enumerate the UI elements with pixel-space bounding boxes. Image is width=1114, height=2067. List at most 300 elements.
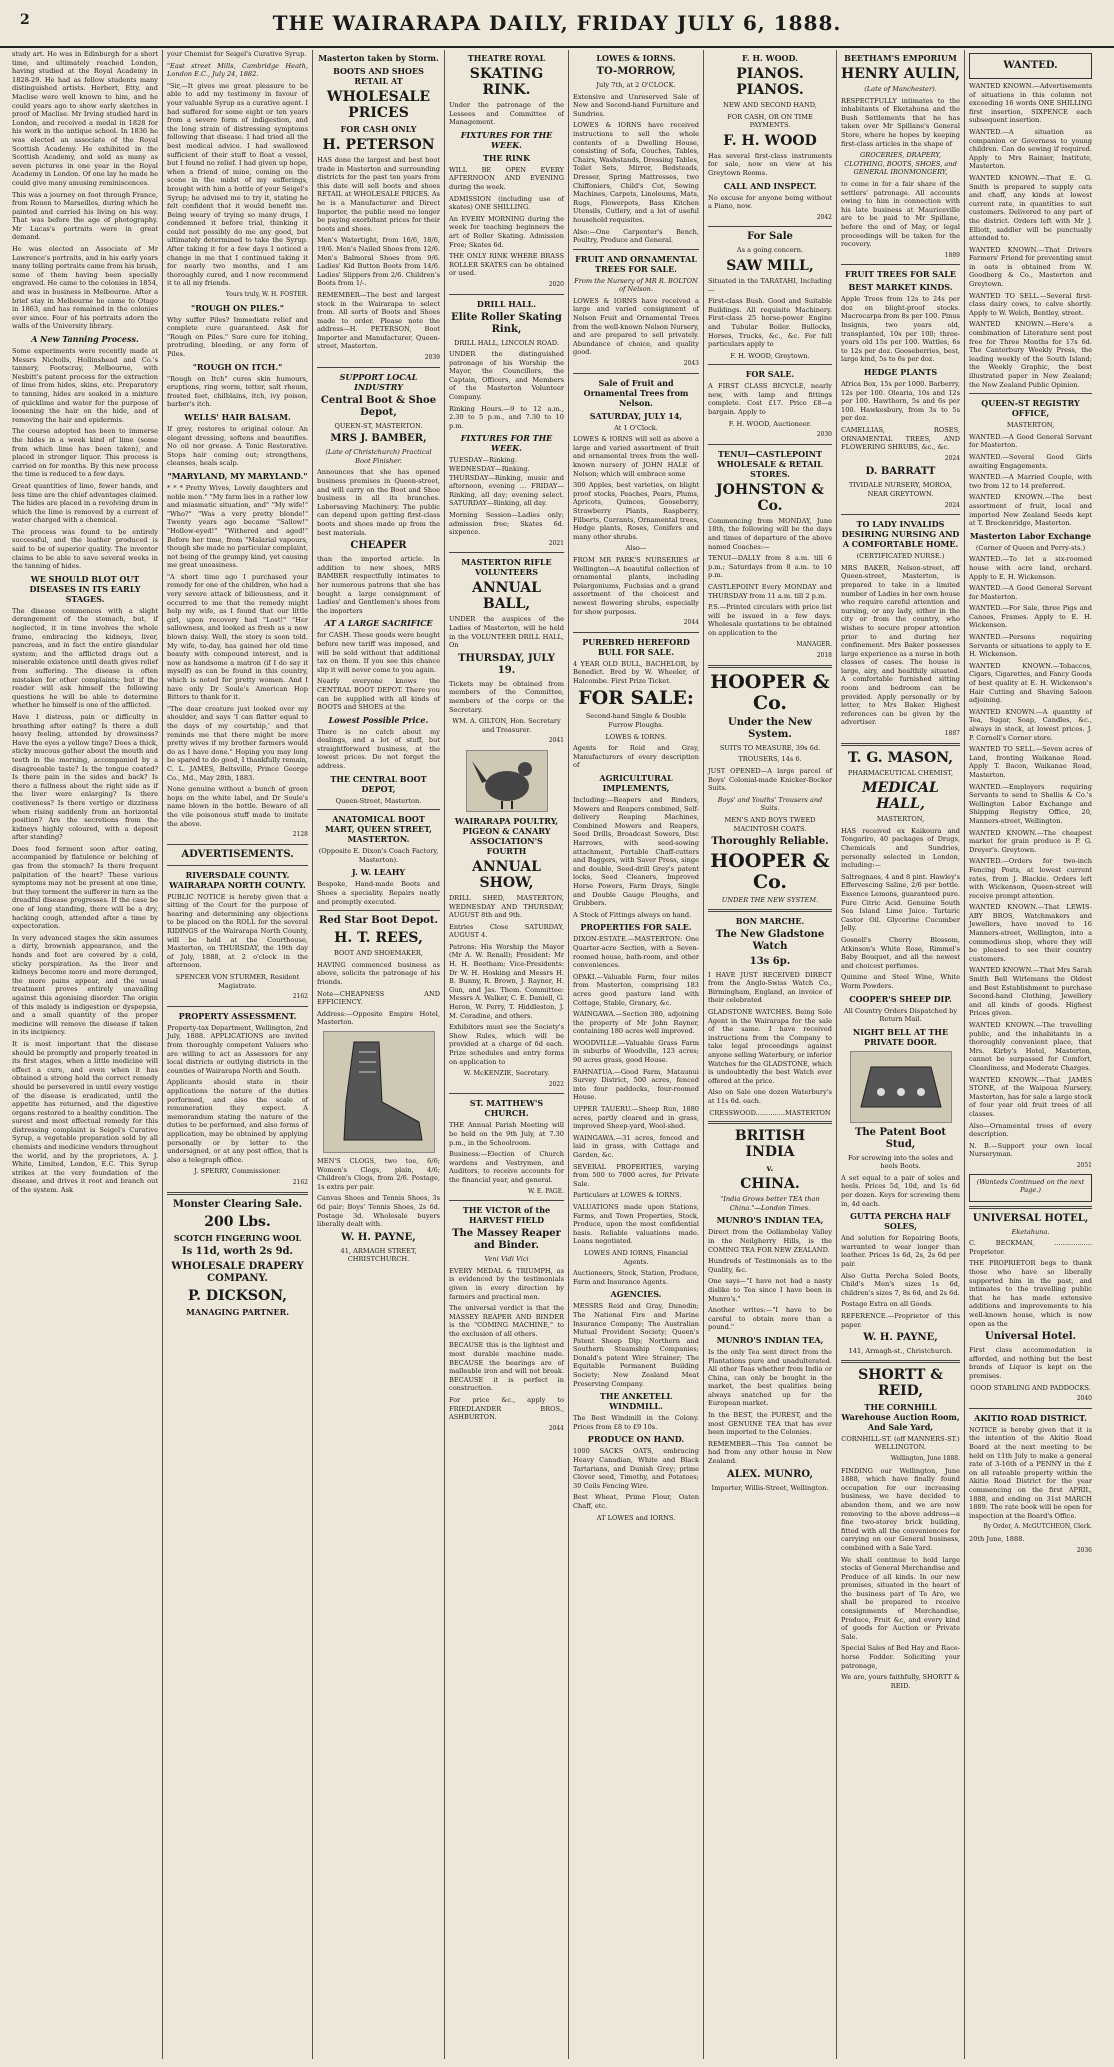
ad-text: Address:—Opposite Empire Hotel, Masterton.	[317, 1009, 440, 1027]
divider	[317, 809, 440, 810]
classified-ad: WANTED.—Orders for two-inch Fencing Posts, at lowest current rates, from J. Blackie. Orders left with Wickenson, Queen-street will receive prompt attention.	[969, 857, 1092, 900]
ad-text: OPAKI.—Valuable Farm, four miles from Masterton, comprising 183 acres good pasture land with Cottage, Stable, Granary, &c.	[573, 972, 699, 1007]
ad-text: WILL BE OPEN EVERY AFTERNOON AND EVENING during the week.	[449, 165, 564, 191]
ad-text: First-class Bush. Good and Suitable Buildings. All requisite Machinery. First-class 25 horse-power Engine and Tubular Boiler. Bullocks, Horses, Trucks, &c., &c. For full particulars apply to	[708, 297, 832, 349]
ad-subheading: Importer, Willis-Street, Wellington.	[711, 1483, 829, 1492]
ad-text: Canvas Shoes and Tennis Shoes, 3s 6d pair; Boys' Tennis Shoes, 2s 6d. Postage 3d. Wholesale buyers liberally dealt with.	[317, 1194, 440, 1229]
ad-reference: 1887	[944, 730, 960, 738]
ad-heading: MEDICAL HALL,	[862, 780, 939, 813]
ad-text: TUESDAY—Rinking. WEDNESDAY—Rinking. THURSDAY—Rinking, music and afternoon, evening ... FRIDAY—Rinking, all day; evening select. SATURDAY—Rinking, all day.	[449, 456, 564, 508]
ad-text: There is no catch about my dealings, and a lot of stuff, but straightforward business, at the lowest prices. Do not forget the address.	[317, 727, 440, 771]
ad-heading: BON MARCHE.	[735, 915, 805, 926]
ad-heading: LOWES & IORNS.	[596, 53, 676, 63]
ad-heading: CALL AND INSPECT.	[723, 180, 817, 191]
boot-illustration	[323, 1031, 435, 1153]
ad-heading: CHEAPER	[350, 540, 407, 552]
ad-text: WAINGAWA.—Section 380, adjoining the property of Mr John Rayner, containing 180 acres well improved.	[573, 1010, 699, 1036]
divider	[708, 444, 832, 445]
article-text: If grey, restores to original colour. An elegant dressing, softens and beautifies. No oil nor grease. A Tonic Restorative. Stops hair coming out; strengthens, cleanses, heals scalp.	[167, 424, 308, 468]
divider	[573, 373, 699, 374]
divider	[969, 1408, 1092, 1409]
article-text: "Sir,—It gives me great pleasure to be able to add my testimony in favour of your valuable Syrup as a curative agent. I had suffered for some eight or ten years from a severe form of indigestion, and the long strain of distressing symptoms following that disease. I had tried all the best medical advice. I had swallowed sufficient of their stuff to float a vessel, but I found no relief. I had given up hope, when a friend of mine, coming on the scene in the midst of my sufferings, brought with him a bottle of your Seigel's Syrup; he advised me to try it, stating he felt confident that it would benefit me. Being weary of trying so many drugs, I condemned it before trial, thinking it could not possibly do me any good, but ultimately determined to take the Syrup. After taking it for a few days I noticed a change in me that I continued taking it for nearly two months, and I am thoroughly cured, and I now recommend it to all my friends.	[167, 81, 308, 288]
ad-reference: 2162	[292, 1178, 308, 1186]
ad-text: Apple Trees from 12s to 24s per doz on blight-proof stocks. Macrocarpa from 8s per 100. Pinus Insignis, two years old, transplanted, 10s per 100; three-years old 15s per 100. Wattles, 6s to 12s per doz. Gooseberries, best, large kind, 5s to 6s per doz.	[841, 295, 960, 364]
classified-ad: WANTED.—Persons requiring Servants or situations to apply to E. H. Wickenson.	[969, 633, 1092, 659]
ad-text: Particulars at LOWES & IORNS.	[573, 1191, 682, 1200]
ad-text: than the imported article. In addition to new shoes, MRS BAMBER respectfully intimates to her numerous patrons that she has bought a large consignment of Ladies' and Gentlemen's shoes from the importers	[317, 555, 440, 615]
section-heading: ADVERTISEMENTS.	[181, 848, 294, 860]
divider	[708, 364, 832, 365]
ad-heading: PROPERTIES FOR SALE.	[580, 922, 692, 933]
divider	[841, 264, 960, 265]
ad-text: HAVING commenced business as above, solicits the patronage of his friends.	[317, 960, 440, 986]
article-text: study art. He was in Edinburgh for a short time, and ultimately reached London, having studied at the Royal Academy in 1828-29. He had as fellow students many distinguished artists. Herbert, Etty, and Maclise were well known to him, and he could years ago to show early sketches in proof of Maclise. Mr Irving studied hard in London, and received a medal in 1828 for his work in the antique school. In 1836 he was elected an associate of the Royal Scottish Academy. He exhibited in the Scottish Academy, and sold as many as seven pictures in one year in the Royal Academy in London. Of one lay he made he could give many amusing reminiscences.	[12, 50, 158, 187]
ad-heading: PUREBRED HEREFORD BULL FOR SALE.	[582, 636, 690, 657]
wanted-box	[969, 53, 1092, 79]
ad-heading: TO-MORROW,	[596, 66, 676, 77]
ad-text: MEN'S AND BOYS TWEED MACINTOSH COATS.	[724, 815, 816, 833]
ad-text: Is the only Tea sent direct from the Plantations pure and unadulterated. All other Teas whether from India or China, can only be bought in the market, the best qualities being always snatched up for the European market.	[708, 1347, 832, 1408]
ad-heading: D. BARRATT	[865, 466, 936, 478]
classified-ad: WANTED KNOWN.—That E. G. Smith is prepared to supply cats and chaff, any kinds at lowest current rate, in quantities to suit customers. Delivered to any part of the district. Orders left with Mr J. Elliott, saddler will be punctually attended to.	[969, 173, 1092, 243]
ad-reference: 2022	[548, 1080, 564, 1088]
ad-text: Quinine and Steel Wine, White Worm Powders.	[841, 973, 960, 990]
ad-heading: AT A LARGE SACRIFICE	[324, 618, 433, 629]
ad-heading: Sale of Fruit and Ornamental Trees from Nelson.	[583, 377, 689, 408]
ad-heading: HOOPER & Co.	[710, 670, 830, 714]
ad-heading: SCOTCH FINGERING WOOL	[173, 1232, 302, 1243]
ad-heading: FIXTURES FOR THE WEEK.	[460, 129, 553, 150]
signature: AT LOWES and IORNS.	[596, 1513, 676, 1522]
ad-heading: Central Boot & Shoe Depot,	[320, 394, 437, 418]
article-text: None genuine without a bunch of green hops on the white label, and Dr Soule's name blown in the bottle. Beware of all the vile poisonous stuff made to imitate the above.	[167, 785, 308, 828]
divider	[449, 1093, 564, 1094]
ad-text: Under the patronage of the Lessees and Committee of Management.	[449, 101, 564, 127]
ad-text: TENUI—DALLY from 8 a.m. till 6 p.m.; Saturdays from 8 a.m. to 10 p.m.	[708, 554, 832, 580]
ad-text: RESPECTFULLY intimates to the inhabitants of Eketahuna and the Bush Settlements that he has taken over Mr Spillane's General Store, where he hopes by keeping first-class articles in the shape of	[841, 96, 960, 148]
ad-subheading: PHARMACEUTICAL CHEMIST,	[847, 768, 954, 777]
ad-heading: MRS J. BAMBER,	[330, 433, 427, 445]
ad-text: We shall continue to hold large stocks of General Merchandise and Produce of all kinds. In our new premises, situated in the heart of the business part of Te Aro, we shall be prepared to receive consignments of Merchandise, Produce, Fruit &c, and every kind of goods for Auction or Private Sale.	[841, 1555, 960, 1641]
ad-heading: GUTTA PERCHA HALF SOLES,	[850, 1211, 951, 1232]
ad-text: LOWES & IORNS have received a large and varied consignment of Nelson Fruit and Ornamental Trees from the well-known Nelson Nursery, and are prepared to sell privately. Abundance of choice, and quality good.	[573, 296, 699, 357]
ad-text: 4 YEAR OLD BULL, BACHELOR, by Benedict. Bred by W. Wheeler, of Halcombe. First Prize Ticket.	[573, 659, 699, 685]
ad-text: GLADSTONE WATCHES. Being Sole Agent in the Wairarapa for the sale of the same. I have received instructions from the Company to take legal proceedings against anyone selling Waterbury, or inferior Watches for the GLADSTONE, which is undoubtedly the best Watch ever offered at the price.	[708, 1008, 832, 1085]
divider	[449, 294, 564, 295]
classified-ad: WANTED.—For Sale, three Pigs and Canoes, Frames. Apply to E. H. Wickenson.	[969, 604, 1092, 630]
ad-reference: 2039	[424, 354, 440, 362]
ad-text: FOR CASH, OR ON TIME PAYMENTS.	[727, 112, 813, 130]
ad-text: Special Sales of Bed Hay and Race-horse Fodder. Soliciting your patronage,	[841, 1644, 960, 1670]
ad-subheading: UNDER THE NEW SYSTEM.	[721, 896, 819, 905]
ad-text: Tickets may be obtained from members of the Committee, members of the corps or the Secretary.	[449, 679, 564, 714]
ad-text: 20th June, 1888.	[969, 1534, 1025, 1543]
ad-heading: THURSDAY, JULY 19.	[458, 652, 555, 676]
column-4	[445, 50, 569, 2059]
classified-ad: WANTED KNOWN.—Tobaccos, Cigars, Cigarettes, and Fancy Goods of best quality at E. H. Wickenson's Hair Cutting and Shaving Saloon adjoining.	[969, 661, 1092, 705]
column-5	[569, 50, 704, 2059]
ad-heading: 200 Lbs.	[204, 1213, 271, 1230]
ad-heading: AKITIO ROAD DISTRICT.	[974, 1412, 1087, 1423]
classified-ad: WANTED KNOWN.—That Drivers Farmers' Friend for preventing smut in oats is obtained from W. Goodberg & Co., Masterton and Greytown.	[969, 245, 1092, 289]
classified-ad: WANTED.—Employers requiring Servants to send to Shellis & Co.'s Wellington Labor Exchange and Shipping Registry Office, 20, Manners-street, Wellington.	[969, 782, 1092, 825]
divider	[449, 1200, 564, 1201]
divider	[708, 909, 832, 912]
classified-ad: WANTED KNOWN.—That JAMES STONE, of the Waipoua Nursery, Masterton, has for sale a large stock of four year old fruit trees of all classes.	[969, 1075, 1092, 1118]
column-3	[313, 50, 445, 2059]
ad-subheading: FOR CASH ONLY	[340, 124, 417, 134]
ad-text: Best Wheat, Prime Flour, Oaten Chaff, etc.	[573, 1493, 699, 1510]
column-1	[8, 50, 163, 2059]
article-text: "The dear creature just looked over my shoulder, and says 'I can flatter equal to the days of my courtship,' and that reminds me that there might be more pretty wives if my brother farmers would do as I have done." Hoping you may long be spared to do good, I thankfully remain, C. L. JAMES, Beltsville, Prince George Co., Md., May 28th, 1883.	[167, 704, 308, 782]
ad-text: LOWES & IORNS have received instructions to sell the whole contents of a Dwelling House, consisting of Sofa, Couches, Tables, Chairs, Washstands, Dressing Tables, Toilet Sets, Mirror, Bedsteads, Dresser, Spring Mattresses, two Chiffoniers, Child's Cot, Sewing Machines, Carpets, Linoleums, Mats, Rugs, Flowerpots, Bass Kitchen Utensils, Cutlery, and a lot of useful household requisites.	[573, 121, 699, 224]
ad-text: Also:—One Carpenter's Bench, Poultry, Produce and General.	[573, 227, 699, 245]
ad-text: ADMISSION (including use of skates) ONE SHILLING.	[449, 194, 564, 212]
ad-heading: ANNUAL SHOW,	[472, 858, 541, 891]
divider	[573, 249, 699, 250]
ad-reference: 2024	[944, 501, 960, 509]
ad-subheading: (Opposite E. Dixon's Coach Factory, Masterton).	[318, 847, 439, 864]
ad-text: SEVERAL PROPERTIES, varying from 500 to 7000 acres, for Private Sale.	[573, 1162, 699, 1188]
ad-heading: DRILL HALL.	[476, 298, 537, 309]
article-heading: WE SHOULD BLOT OUT DISEASES IN ITS EARLY STAGES.	[29, 573, 141, 604]
ad-heading: FOR SALE:	[578, 687, 694, 710]
classified-ad: WANTED.—A situation as companion or Governess to young children. Can do sewing if required. Apply to Mrs Rainier, Institute, Masterton.	[969, 127, 1092, 171]
article-heading: "MARYLAND, MY MARYLAND."	[167, 470, 308, 481]
divider	[708, 665, 832, 668]
ad-text: CAMELLIAS, ROSES, ORNAMENTAL TREES, AND FLOWERING SHRUBS, &c., &c.	[841, 426, 960, 452]
ad-reference: 2043	[683, 360, 699, 368]
ad-text: REMEMBER—The best and largest stock in the Wairarapa to select from. All sorts of Boots and Shoes made to order. Please note the address—H. PETERSON, Boot Importer and Manufacturer, Queen-street, Masterton.	[317, 290, 440, 351]
ad-text: Gosnell's Cherry Blossom, Atkinson's White Rose, Rimmel's Baby Bouquet, and all the newest and choicest perfumes.	[841, 935, 960, 970]
ad-text: Boys' and Youths' Trousers and Suits.	[717, 795, 823, 813]
article-text: "East street Mills, Cambridge Heath, London E.C., July 24, 1882.	[167, 61, 308, 79]
ad-text: FINDING our Wellington, June 1888, which have finally found occupation for our increasing business, we have decided to abandon them, and we are now removing to the above address—a fine two-storey brick building, fitted with all the conveniences for carrying on our General business, combined with a Sale Yard.	[841, 1466, 960, 1552]
ad-heading: THE CENTRAL BOOT DEPOT,	[330, 773, 427, 794]
classified-ad: WANTED.—To let a six-roomed house with acre land, orchard. Apply to E. H. Wickenson.	[969, 555, 1092, 581]
ad-subheading: NEW AND SECOND HAND,	[723, 101, 817, 109]
ad-reference: 2162	[292, 993, 308, 1001]
article-text: This was a journey on foot through France, from Rouen to Marseilles, during which he painted and carried his living on his way. That was before the age of photography. Mr Lucas's portraits were in great demand.	[12, 190, 158, 242]
ad-text: In the BEST, the PUREST, and the most GENUINE TEA that has ever been imported to the Colonies.	[708, 1411, 832, 1437]
ad-heading: AGENCIES.	[610, 1289, 662, 1300]
ad-subheading: From the Nursery of MR R. BOLTON of Nelson.	[574, 276, 698, 294]
ad-text: Africa Box, 15s per 1000. Barberry, 12s per 100. Olearia, 10s and 12s per 100. Hawthorn, 5s and 6s per 100. Hawkesbury, from 3s to 5s per doz.	[841, 380, 960, 423]
ad-heading: F. H. WOOD.	[742, 53, 798, 63]
ad-subheading: Eketahuna.	[1011, 1227, 1050, 1236]
signature: CRESSWOOD..............MASTERTON	[709, 1108, 831, 1117]
ad-heading: SAW MILL,	[726, 257, 814, 274]
ad-heading: Masterton taken by Storm.	[318, 53, 439, 63]
classified-ad: Also—Ornamental trees of every description.	[969, 1121, 1092, 1139]
ad-subheading: MASTERTON,	[876, 815, 925, 824]
divider	[573, 632, 699, 633]
ad-text: And solution for Repairing Boots, warranted to wear longer than leather. Prices 1s 6d, 2s, 2s 6d per pair.	[841, 1234, 960, 1269]
ad-text: Morning Session—Ladies only; admission free; Skates 6d. sixpence.	[449, 511, 564, 537]
ad-heading: HENRY AULIN,	[841, 66, 961, 82]
signature: SPENCER VON STURMER, Resident Magistrate.	[175, 973, 300, 990]
ad-heading: MUNRO'S INDIAN TEA,	[716, 1334, 824, 1345]
ad-text: for CASH. These goods were bought before new tariff was imposed, and will be sold without that additional tax on them. If you see this chance slip it will never come to you again.	[317, 631, 440, 674]
ad-heading: CHINA.	[740, 1176, 800, 1193]
ad-text: PUBLIC NOTICE is hereby given that a sitting of the Court for the purpose of hearing and determining any objections to be placed on the ROLL for the several RIDINGS of the Wairarapa North County, will be held at the Courthouse, Masterton, on THURSDAY, the 19th day of July, 1888, at 2 o'clock in the afternoon.	[167, 892, 308, 970]
column-7	[837, 50, 965, 2059]
ad-heading: The Patent Boot Stud,	[854, 1126, 947, 1150]
ad-heading: MASTERTON RIFLE VOLUNTEERS	[461, 557, 552, 578]
ad-heading: ST. MATTHEW'S CHURCH.	[469, 1098, 544, 1119]
ad-text: Including:—Reapers and Binders, Mowers and Reapers combined, Self-delivery Reaping Machines, Combined Mowers and Reapers, Seed Drills, Broadcast Sowers, Disc Harrows, with seed-sowing attachment, Portable Chaff-cutters and Baggers, with Saver Press, singe and double, Seed-drill Grey's patent locks, Seed Cleaners, Improved Horse Powers, Farm Drays, Single and Double Gauge Ploughs, and Grubbers.	[573, 796, 699, 908]
columns	[8, 50, 1106, 2059]
ad-text: The Best Windmill in the Colony. Prices from £8 to £9 10s.	[573, 1414, 699, 1431]
article-text: Have I distress, pain or difficulty in breathing after eating? Is there a dull heavy feeling, attended by drowsiness? Have the eyes a yellow tinge? Does a thick, sticky mucous gather about the mouth and teeth in the morning, accompanied by a disagreeable taste? Is the tongue coated? Is there pain in the sides and back? Is there a fullness about the right side as if the liver were enlarging? Is there costiveness? Is there vertigo or dizziness when rising suddenly from an horizontal position? Are the secretions from the kidneys highly coloured, with a deposit after standing?	[12, 712, 158, 842]
signature: J. SPERRY, Commissioner.	[194, 1167, 281, 1176]
ad-text: EVERY MEDAL & TRIUMPH, as is evidenced by the testimonials given in every direction by farmers and practical men.	[449, 1266, 564, 1301]
ad-heading: THEATRE ROYAL	[467, 53, 546, 63]
ad-heading: Lowest Possible Price.	[328, 714, 429, 725]
ad-text: P.S.—Printed circulars with price list will be issued in a few days. Wholesale quotations to be obtained on application to the	[708, 603, 832, 637]
ad-subheading: DRILL HALL, LINCOLN ROAD.	[454, 338, 559, 347]
article-text: It is most important that the disease should be promptly and properly treated in its first stages, when a little medicine will effect a cure, and even when it has obtained a strong hold the correct remedy should be persevered in until every vestige of the disease is eradicated, until the appetite has returned, and the digestive organs restored to a healthy condition. The surest and most effectual remedy for this distressing complaint is Seigel's Curative Syrup, a vegetable preparation sold by all chemists and medicine vendors throughout the world, and by the proprietors, A. J. White, Limited, London, E.C. This Syrup strikes at the very foundation of the disease, and drives it root and branch out of the system. Ask	[12, 1039, 158, 1195]
ad-text: Auctioneers, Stock, Station, Produce, Farm and Insurance Agents.	[573, 1269, 699, 1286]
ad-heading: P. DICKSON,	[187, 1287, 288, 1304]
classified-ad: WANTED TO SELL.—Several first-class dairy cows, to calve shortly. Apply to W. Welch, Bentley, street.	[969, 291, 1092, 317]
divider	[708, 1121, 832, 1124]
ad-heading: AGRICULTURAL IMPLEMENTS,	[599, 773, 673, 794]
column-2	[163, 50, 313, 2059]
divider	[317, 910, 440, 911]
article-text: your Chemist for Seigel's Curative Syrup.	[167, 50, 307, 58]
ad-heading: QUEEN-ST REGISTRY OFFICE,	[981, 398, 1080, 419]
ad-subheading: (CERTIFICATED NURSE.)	[856, 552, 945, 561]
ad-text: I HAVE JUST RECEIVED DIRECT from the Anglo-Swiss Watch Co., Birmingham, England, an invoice of their celebrated	[708, 970, 832, 1005]
classified-ad: N. B.—Support your own local Nurseryman.	[969, 1141, 1092, 1159]
classified-ad: WANTED KNOWN.—The cheapest market for grain produce is P. G. Dreyer's. Greytown.	[969, 828, 1092, 854]
ad-subheading: Veni Vidi Vici	[484, 1255, 529, 1264]
ad-heading: Under the New System.	[728, 716, 812, 740]
ad-heading: FOR SALE.	[745, 369, 795, 380]
ad-text: Commencing from MONDAY, June 18th, the following will be the days and times of departure of the above named Coaches:—	[708, 516, 832, 551]
signature: W. E. PAGE.	[527, 1187, 564, 1195]
article-text: "A short time ago I purchased your remedy for one of the children, who had a very severe attack of biliousness, and it occurred to me that the remedy might help my wife, as I found that our little girl, upon recovery had "Lost!" "Her sallowness, and looked as fresh as a new blown daisy. Well, the story is soon told. My wife, to-day, has gained her old time beauty with compound interest, and is now as handsome a matron (if I do say it myself) as can be found in this country, which is noted for pretty women. And I have only Dr Soule's American Hop Bitters to thank for it.	[167, 572, 308, 702]
ad-text: WAINGAWA.—31 acres, fenced and laid in grass, with Cottage and Garden, &c.	[573, 1133, 699, 1159]
ad-heading: COOPER'S SHEEP DIP.	[849, 993, 952, 1004]
ad-heading: Thoroughly Reliable.	[711, 836, 829, 848]
ad-text: NOTICE is hereby given that it is the intention of the Akitio Road Board at the next meeting to be held on 11th July to make a general rate of 3-16th of a PENNY in the £ on all rateable property within the Akitio Road District for the year commencing on the first APRIL, 1888, and ending on 31st MARCH 1889. The rate book will be open for inspection at the Board's Office.	[969, 1425, 1092, 1520]
ad-subheading: MANAGING PARTNER.	[185, 1306, 290, 1317]
ad-text: FAHNATUA.—Good Farm, Mataunui Survey District, 500 acres, fenced into four paddocks, four-roomed House.	[573, 1067, 699, 1102]
ad-subheading: (Corner of Queen and Perry-sts.)	[975, 543, 1086, 552]
ad-heading: W. H. PAYNE,	[341, 1231, 416, 1243]
ad-reference: 2036	[1076, 1546, 1092, 1554]
ad-subheading: QUEEN-ST, MASTERTON.	[334, 421, 423, 430]
signature: LOWES AND IORNS, Financial Agents.	[583, 1248, 689, 1266]
ad-text: A FIRST CLASS BICYCLE, nearly new, with lamp and fittings complete. Cost £17. Price £8—a bargain. Apply to	[708, 382, 832, 417]
article-text: "Rough on Itch" cures skin humours, eruptions, ring worm, tetter, salt rheum, frosted feet, chilblains, itch, ivy poison, barber's itch.	[167, 374, 308, 409]
ad-heading: J. W. LEAHY	[351, 867, 406, 878]
signature: We are, yours faithfully, SHORTT & REID.	[841, 1673, 960, 1690]
article-heading: WELLS' HAIR BALSAM.	[184, 411, 291, 422]
ad-heading: THE RINK	[482, 152, 531, 163]
ad-subheading: July 7th, at 2 O'CLOCK.	[596, 81, 676, 89]
article-heading: "ROUGH ON ITCH."	[192, 361, 283, 372]
ad-text: Note—CHEAPNESS AND EFFICIENCY.	[317, 989, 440, 1007]
ad-heading: Is 11d, worth 2s 9d.	[181, 1245, 294, 1257]
article-heading: "ROUGH ON PILES."	[191, 302, 284, 313]
ad-text: CASTLEPOINT Every MONDAY and THURSDAY from 11 a.m. till 2 p.m.	[708, 583, 832, 600]
ad-text: Men's Watertight, from 16/6, 18/6, 19/6. Men's Nailed Shoes from 12/6. Men's Balmoral Shoes from 9/6. Ladies' Kid Button Boots from 14/6. Ladies' Slippers from 2/6. Children's Boots from 1/-.	[317, 236, 440, 288]
ad-subheading: As a going concern.	[736, 246, 804, 255]
ad-text: Situated in the TARATAHI, Including—	[708, 276, 832, 294]
ad-text: WOODVILLE.—Valuable Grass Farm in suburbs of Woodville, 123 acres; 90 acres grass, good House.	[573, 1038, 699, 1065]
article-text: Does food ferment soon after eating, accompanied by flatulence or belching of gas from the stomach? Is there frequent palpitation of the heart? These various symptoms may not be present at one time, but they torment the sufferer in turn as the dreadful disease progresses. If the case be one of long standing, there will be a dry, hacking cough, attended after a time by expectoration.	[12, 844, 158, 931]
ad-subheading: 141, Armagh-st., Christchurch.	[848, 1347, 953, 1356]
ad-text: The universal verdict is that the MASSEY REAPER AND BINDER is the "COMING MACHINE," to the exclusion of all others.	[449, 1304, 564, 1338]
ad-heading: H. T. REES,	[334, 930, 423, 947]
article-heading: A New Tanning Process.	[31, 334, 139, 344]
ad-text: LOWES & IORNS.	[605, 732, 667, 741]
ad-text: JUST OPENED—A large parcel of Boys' Colonial-made Knicker-Bocker Suits.	[708, 766, 832, 793]
divider	[841, 514, 960, 515]
ad-text: For screwing into the soles and heels Boots.	[847, 1153, 954, 1171]
article-text: He was elected an Associate of Mr Lawrence's portraits, and in his early years many telling portraits came from his brush, some of them having been specially engraved. He came to the colonies in 1854, and was in business in Melbourne. After a brief stay in Melbourne he came to Otago in 1863, and has remained in the colonies ever since. Four of his portraits adorn the walls of the University library.	[12, 245, 158, 331]
ad-text: "India Grows better TEA than China."—London Times.	[720, 1195, 820, 1212]
ad-text: Exhibitors must see the Society's Show Rules, which will be provided at a charge of 6d each. Prize schedules and entry forms on application to	[449, 1023, 564, 1066]
ad-text: Applicants should state in their applications the nature of the duties performed, and also the scale of remuneration they expect. A memorandum stating the nature of the duties to be performed, and also forms of application, may be obtained by applying personally or by letter to the undersigned, or at any post office, that is also a telegraph office.	[167, 1078, 308, 1164]
ad-heading: SHORTT & REID,	[858, 1366, 943, 1399]
ad-text: HAS done the largest and best boot trade in Masterton and surrounding districts for the past ten years from this date will sell boots and shoes RETAIL at WHOLESALE PRICES. As he is a Manufacturer and Direct Importer, the public need no longer be paying exorbitant prices for their boots and shoes.	[317, 156, 440, 233]
rooster-illustration	[466, 750, 548, 812]
column-8	[965, 50, 1096, 2059]
article-text: The disease commences with a slight derangement of the stomach, but, if neglected, it in time involves the whole frame, embracing the kidneys, liver, pancreas, and in fact the entire glandular system; and the afflicted drags out a miserable existence until death gives relief from suffering. The disease is often mistaken for other complaints; but if the reader will ask himself the following questions he will be able to determine whether he himself is one of the afflicted.	[12, 606, 158, 710]
ad-text: A Stock of Fittings always on hand.	[573, 910, 692, 919]
classified-ad: WANTED KNOWN.—That LEWIS-ABY BROS, Watchmakers and Jewellers, have moved to 16 Manners-street, Wellington, into a commodious shop, where they will be pleased to see their country customers.	[969, 903, 1092, 963]
ad-reference: 2044	[548, 1424, 564, 1432]
ad-text: Saltregnaes, 4 and 8 pint. Hawley's Effervescing Saline, 2/6 per bottle. Essence Lemons, guaranteed pure. Pure Citric Acid. Genuine South Sea Island Lime Juice. Tartaric Castor Oil. Glycerine Cucumber Jelly.	[841, 872, 960, 933]
ad-heading: H. PETERSON	[322, 137, 435, 153]
divider	[969, 1206, 1092, 1209]
classified-ad: WANTED.—A Good General Servant for Masterton.	[969, 584, 1092, 601]
signature: F. H. WOOD, Greytown.	[730, 351, 810, 360]
ad-text: Entries Close SATURDAY, AUGUST 4.	[449, 922, 564, 940]
article-text: The course adopted has been to immerse the hides in a week kind of lime (some from which lime has been taken), and placed in stronger liquor. This process is carried on for months. By this new process the time is reduced to a few days.	[12, 427, 158, 479]
ad-heading: 13s 6p.	[749, 955, 791, 967]
article-text: Great quantities of lime, fewer hands, and less time are the chief advantages claimed. The hides are placed in a revolving drum in which the lime is removed by a current of water charged with a chemical.	[12, 481, 158, 525]
ad-text: Postage Extra on all Goods.	[841, 1300, 934, 1309]
signature: MANAGER.	[796, 640, 832, 648]
ad-reference: 2040	[1076, 1395, 1092, 1403]
ad-heading: JOHNSTON & Co.	[716, 481, 824, 514]
ad-subheading: BOOTS AND SHOES RETAIL AT	[333, 66, 424, 86]
ad-text: TROUSERS, 14s 6.	[738, 755, 802, 764]
ad-text: Property-tax Department, Wellington, 2nd July, 1888. APPLICATIONS are invited from thoroughly competent Valuers who are willing to act as Assessors for any local districts or outlying districts in the counties of Wairarapa North and South.	[167, 1023, 308, 1075]
ad-subheading: Queen-Street, Masterton.	[335, 796, 422, 805]
ad-heading: The Massey Reaper and Binder.	[452, 1228, 561, 1252]
ad-text: THE PROPRIETOR begs to thank those who have so liberally supported him in the past, and intimates to the travelling public that he has made extensive additions and improvements to his well-known house, which is now open as the	[969, 1259, 1092, 1328]
ad-text: to come in for a fair share of the settlers' patronage. All accounts owing to him in connection with his late business at Mauriceville are to be paid to Mr Spillane, before the end of May, or legal proceedings will be taken for the recovery.	[841, 179, 960, 249]
ad-text: First class accommodation is afforded, and nothing but the best brands of Liquor is kept on the premises.	[969, 1346, 1092, 1380]
divider	[449, 552, 564, 553]
ad-subheading: (Late of Manchester).	[864, 85, 937, 93]
ad-heading: FRUIT AND ORNAMENTAL TREES FOR SALE.	[575, 253, 697, 274]
ad-text: BECAUSE this is the lightest and most durable machine made. BECAUSE the bearings are of malleable iron and will not break. BECAUSE it is perfect in construction.	[449, 1341, 564, 1393]
ad-subheading: Second-hand Single & Double Furrow Ploughs.	[585, 712, 687, 730]
signature: W. McKENZIE, Secretary.	[463, 1069, 550, 1078]
ad-subheading: At 1 O'Clock.	[614, 423, 658, 432]
page-number: 2	[20, 12, 30, 28]
ad-heading: HOOPER & Co.	[710, 850, 830, 894]
ad-text: SUITS TO MEASURE, 39s 6d.	[719, 743, 821, 752]
ad-text: VALUATIONS made upon Stations, Farms, and Town Properties, Stock, Produce, upon the most confidential basis. Reliable valuations made. Loans negotiated.	[573, 1202, 699, 1246]
ad-text: HAS received ex Kaikoura and Tongariro, 40 packages of Drugs, Chemicals and Sundries, personally selected in London, including:—	[841, 826, 960, 870]
ad-text: Business:—Election of Church wardens and Vestrymen, and Auditors, to receive accounts for the financial year, and general.	[449, 1150, 564, 1184]
ad-heading: RIVERSDALE COUNTY. WAIRARAPA NORTH COUNTY.	[169, 869, 306, 890]
ad-text: 300 Apples, best varieties, on blight proof stocks, Peaches, Pears, Plums, Apricots, Quinces, Gooseberry, Strawberry Plants, Raspberry, Filberts, Currants, Ornamental trees, Hedge plants, Roses, Conifers and many other shrubs.	[573, 481, 699, 541]
ad-heading: THE CORNHILL Warehouse Auction Room, And Sale Yard,	[841, 1401, 960, 1432]
ad-text: Hundreds of Testimonials as to the Quality, &c.	[708, 1257, 832, 1274]
ad-subheading: 41, ARMAGH STREET, CHRISTCHURCH.	[340, 1246, 417, 1264]
continued-notice: (Wanteds Continued on the next Page.)	[976, 1177, 1085, 1195]
ad-heading: THE VICTOR of the HARVEST FIELD	[462, 1205, 551, 1226]
article-text: Some experiments were recently made at Messrs Nicholls, Hollinshead and Co.'s tannery, Footscray, Melbourne, with Nesbitt's patent process for the extraction of lime from hides, skins, etc. Preparatory to tanning, hides are soaked in a mixture of quicklime and water for the purpose of loosening the hair on the hide, and of removing the hair and epidermis.	[12, 347, 158, 424]
ad-subheading: CORNHILL-ST. (off MANNERS-ST.) WELLINGTON.	[841, 1434, 960, 1452]
article-text: In very advanced stages the skin assumes a dirty, brownish appearance, and the hands and feet are covered by a cold, sticky perspiration. As the liver and kidneys become more and more deranged, the more pains appear, and the usual treatment proves entirely unavailing against this agonising disorder. The origin of this malady is indigestion or dyspepsia, and a small quantity of the proper medicine will remove the disease if taken in its incipiency.	[12, 933, 158, 1037]
ad-heading: THE ANKETELL WINDMILL.	[599, 1391, 673, 1412]
ad-heading: PRODUCE ON HAND.	[587, 1434, 685, 1445]
ad-heading: WHOLESALE PRICES	[326, 89, 431, 121]
divider	[167, 1006, 308, 1007]
signature: WM. A. GILTON, Hon. Secretary and Treasurer.	[452, 717, 561, 734]
ad-text: UPPER TAUERU.—Sheep Run, 1880 acres, partly cleared and in grass, improved Sheep-yard, Wool-shed.	[573, 1105, 699, 1131]
divider	[841, 743, 960, 746]
signature: By Order, A. McGUTCHEON, Clerk.	[983, 1523, 1092, 1531]
ad-reference: 2024	[944, 454, 960, 462]
ad-text: C. BECKMAN, .................. Proprietor.	[969, 1239, 1092, 1256]
ad-text: Also Gutta Percha Soled Boots, Child's Men's sizes 1s 6d, children's sizes 7, 8s 6d, and 2s 6d.	[841, 1271, 960, 1297]
ad-text: Bespoke, Hand-made Boots and Shoes a speciality. Repairs neatly and promptly executed.	[317, 880, 440, 906]
ad-text: 1000 SACKS OATS, embracing Heavy Canadian, White and Black Tartarians, and Dunish Grey; prime Clover seed, Timothy, and Potatoes; 30 Coils Fencing Wire.	[573, 1447, 699, 1490]
article-text: The process was found to be entirely successful, and the leather produced is said to be of superior quality. The inventor claims to be able to save several weeks in the tanning of hides.	[12, 527, 158, 571]
ad-heading: v.	[766, 1163, 774, 1174]
ad-subheading: (Late of Christchurch) Practical Boot Finisher.	[325, 448, 432, 465]
classified-ad: WANTED.—A Good General Servant for Masterton.	[969, 432, 1092, 450]
ad-text: All Country Orders Dispatched by Return Mail.	[843, 1006, 958, 1024]
ad-text: Has several first-class instruments for sale, now on view at his Greytown Rooms.	[708, 151, 832, 177]
ad-text: Direct from the Oollambolay Valley in the Neilgherry Hills, is the COMING TEA FOR NEW ZEALAND.	[708, 1228, 832, 1254]
ad-text: FROM MR PARK'S NURSERIES of Wellington—A beautiful collection of ornamental plants, including Pelargoniums, Fuchsias and a grand assortment of the choicest and newest flowering shrubs, especially for show purposes.	[573, 555, 699, 616]
divider	[969, 393, 1092, 394]
ad-text: Rinking Hours.—9 to 12 a.m., 2.30 to 5 p.m., and 7.30 to 10 p.m.	[449, 404, 564, 430]
ad-reference: 2020	[548, 280, 564, 288]
boot-stud-illustration	[850, 1051, 952, 1123]
classified-ad: WANTED.—A Married Couple, with two from 12 to 14 preferred.	[969, 473, 1092, 490]
ad-heading: SATURDAY, JULY 14,	[589, 410, 683, 421]
ad-heading: WHOLESALE DRAPERY COMPANY.	[171, 1260, 304, 1284]
ad-heading: SUPPORT LOCAL INDUSTRY	[339, 371, 418, 392]
divider	[167, 1192, 308, 1195]
ad-heading: UNIVERSAL HOTEL,	[972, 1212, 1089, 1224]
ad-heading: W. H. PAYNE,	[863, 1332, 938, 1344]
ad-text: GROCERIES, DRAPERY, CLOTHING, BOOTS, SHOES, and GENERAL IRONMONGERY,	[844, 151, 957, 177]
ad-text: MRS BAKER, Nelson-street, off Queen-street, Masterton, is prepared to take in a limited number of Ladies in her own house who require careful attention and nursing, or any lady, either in the city or from the country, who wishes to secure proper attention prior to and during her confinement. Mrs Baker possesses large experience as a nurse in both classes of cases. The house is large, airy, and healthily situated. A comfortable furnished sitting room and bedroom can be provided. Apply personally or by letter, to Mrs Baker. Highest references can be given by the advertiser.	[841, 563, 960, 727]
continued-notice-box	[969, 1174, 1092, 1202]
ad-text: Also—	[625, 544, 647, 553]
ad-heading: BRITISH INDIA	[734, 1128, 806, 1161]
ad-text: DIXON-ESTATE.—MASTERTON: One Quarter-acre Section, with a Seven-roomed house, bath-room, and other conveniences.	[573, 935, 699, 970]
ad-heading: F. H. WOOD	[723, 132, 817, 149]
classified-ad: WANTED.—Several Good Girls awaiting Engagements.	[969, 452, 1092, 470]
ad-reference: 1889	[944, 251, 960, 259]
signature: Yours truly, W. H. FOSTER.	[225, 291, 308, 299]
